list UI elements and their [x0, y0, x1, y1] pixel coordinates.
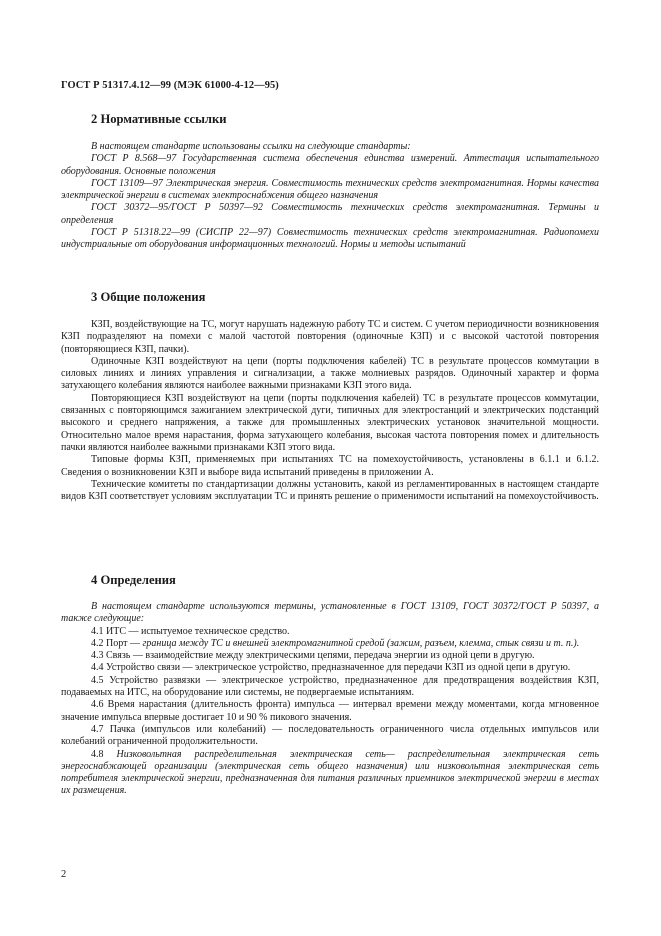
text: 4.2 Порт —	[91, 637, 143, 649]
italic-text: граница между ТС и внешней электромагнитной средой (зажим, разъем, клемма, стык связи и т. п.).	[142, 637, 580, 649]
section-title: 3 Общие положения	[91, 290, 206, 304]
document-header: ГОСТ Р 51317.4.12—99 (МЭК 61000-4-12—95)	[61, 80, 279, 91]
paragraph	[61, 454, 599, 479]
section-general-provisions	[61, 290, 599, 503]
italic-text: В настоящем стандарте использованы ссылки на следующие стандарты:	[91, 141, 411, 152]
paragraph	[61, 178, 599, 203]
paragraph	[61, 650, 599, 662]
text: 4.3 Связь — взаимодействие между электрическими цепями, передача энергии из одной цепи в другую.	[91, 650, 535, 662]
text: 4.6 Время нарастания (длительность фронта) импульса — интервал времени между моментами, когда мгновенное значение импульса впервые достигает 10 и 90 % пикового значения.	[61, 699, 599, 723]
paragraph	[61, 626, 599, 638]
paragraph	[61, 393, 599, 454]
section-title: 2 Нормативные ссылки	[91, 112, 227, 126]
text: Типовые формы КЗП, применяемых при испытаниях ТС на помехоустойчивость, установлены в 6.1.1 и 6.1.2. Сведения о возникновении КЗП и выборе вида испытаний приведены в приложении А.	[61, 454, 599, 478]
italic-text: ГОСТ 13109—97 Электрическая энергия. Совместимость технических средств электромагнитная. Нормы качества электрической энергии в системах электроснабжения общего назначения	[61, 177, 599, 202]
paragraph	[61, 202, 599, 227]
section-title: 4 Определения	[91, 573, 176, 587]
section-body	[61, 319, 599, 503]
text: КЗП, воздействующие на ТС, могут нарушать надежную работу ТС и систем. С учетом периодичности возникновения КЗП подразделяют на помехи с малой частотой повторения (одиночные КЗП) и с высокой частотой повторения (повторяющиеся КЗП, пачки).	[61, 319, 599, 355]
paragraph	[61, 319, 599, 356]
paragraph	[61, 141, 599, 153]
text: 4.7 Пачка (импульсов или колебаний) — последовательность ограниченного числа отдельных импульсов или колебаний ограниченной продолжительности.	[61, 723, 599, 748]
text: Повторяющиеся КЗП воздействуют на цепи (порты подключения кабелей) ТС в результате процессов коммутации, связанных с повторяющимся зажиганием электрической дуги, типичных для электростанций и электрических подстанций высокого и среднего напряжения, а также для промышленных электрических установок значительной мощности. Относительно малое время нарастания, форма затухающего колебания, высокая частота повторения помех и длительность пачки являются наиболее важными признаками КЗП этого вида.	[61, 392, 599, 453]
paragraph	[61, 749, 599, 798]
italic-text: В настоящем стандарте используются термины, установленные в ГОСТ 13109, ГОСТ 30372/ГОСТ Р 50397, а также следующие:	[61, 601, 599, 625]
section-body	[61, 141, 599, 252]
section-normative-references	[61, 112, 599, 252]
italic-text: ГОСТ 30372—95/ГОСТ Р 50397—92 Совместимость технических средств электромагнитная. Термины и определения	[61, 202, 599, 226]
paragraph	[61, 662, 599, 674]
section-body	[61, 601, 599, 798]
text: Одиночные КЗП воздействуют на цепи (порты подключения кабелей) ТС в результате процессов коммутации в силовых линиях и линиях управления и сигнализации, а также молниевых разрядов. Одиночный характер и форма затухающего колебания являются наиболее важными признаками КЗП этого вида.	[61, 355, 599, 392]
text: Технические комитеты по стандартизации должны установить, какой из регламентированных в настоящем стандарте видов КЗП соответствует условиям эксплуатации ТС и принять решение о применимости испытаний на помехоустойчивость.	[61, 478, 599, 503]
paragraph	[61, 699, 599, 724]
italic-text: Низковольтная распределительная электрическая сеть— распределительная электрическая сеть энергоснабжающей организации (электрическая сеть общего назначения) или низковольтная электрическая сеть потребителя электрической энергии, предназначенная для питания различных приемников электрической энергии в местах их размещения.	[61, 748, 600, 797]
paragraph	[61, 675, 599, 700]
page-number: 2	[61, 869, 67, 880]
paragraph	[61, 724, 599, 749]
text: 4.5 Устройство развязки — электрическое устройство, предназначенное для предотвращения воздействия КЗП, подаваемых на ИТС, на оборудование или системы, не подвергаемые испытаниям.	[61, 674, 599, 699]
italic-text: ГОСТ Р 8.568—97 Государственная система обеспечения единства измерений. Аттестация испытательного оборудования. Основные положения	[61, 153, 599, 177]
paragraph	[61, 601, 599, 626]
paragraph	[61, 153, 599, 178]
text: 4.8	[91, 748, 117, 760]
paragraph	[61, 479, 599, 504]
text: 4.1 ИТС — испытуемое техническое средство.	[91, 625, 290, 637]
paragraph	[61, 356, 599, 393]
text: 4.4 Устройство связи — электрическое устройство, предназначенное для передачи КЗП из одной цепи в другую.	[91, 662, 571, 674]
paragraph	[61, 638, 599, 650]
paragraph	[61, 227, 599, 252]
italic-text: ГОСТ Р 51318.22—99 (СИСПР 22—97) Совместимость технических средств электромагнитная. Радиопомехи индустриальные от оборудования информационных технологий. Нормы и методы испытаний	[61, 227, 599, 251]
section-definitions	[61, 573, 599, 798]
